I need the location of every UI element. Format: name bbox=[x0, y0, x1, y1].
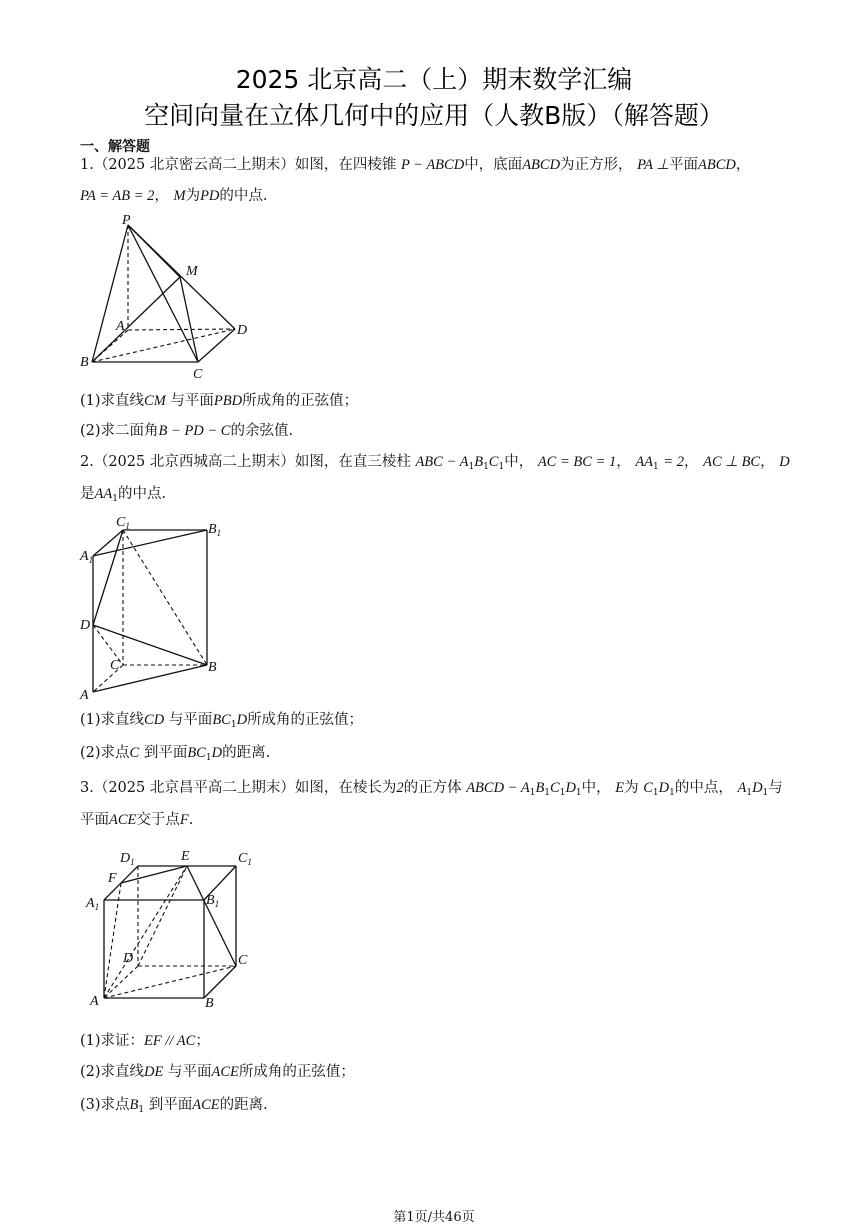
page-footer: 第1页/共46页 bbox=[393, 1210, 475, 1225]
label-B: B bbox=[208, 660, 217, 675]
problem1-question2: (2)求二面角B − PD − C的余弦值. bbox=[80, 423, 294, 439]
label-C: C bbox=[110, 658, 120, 673]
problem1-stem: 1.（2025 北京密云高二上期末）如图，在四棱锥 P − ABCD中，底面ABCD为正方形， PA ⊥平面ABCD， bbox=[80, 157, 751, 173]
label-D: D bbox=[80, 618, 91, 633]
problem3-stem: 3.（2025 北京昌平高二上期末）如图，在棱长为2的正方体 ABCD − $A_1B_1C_1D_1$中， E为 $C_1D_1$的中点， $A_1D_1$与 bbox=[80, 780, 783, 798]
label-B: B bbox=[205, 996, 214, 1011]
label-A: A bbox=[116, 319, 125, 334]
label-D: D bbox=[237, 323, 248, 338]
problem2-stem: 2.（2025 北京西城高二上期末）如图，在直三棱柱 ABC − $A_1B_1C_1$中， AC = BC = 1， $AA_1 = 2$， AC ⊥ BC， D bbox=[80, 454, 790, 472]
problem2-question2: (2)求点C 到平面$BC_1D$的距离. bbox=[80, 745, 271, 763]
label-B1: $B_1$ bbox=[208, 522, 222, 538]
problem1-question1: (1)求直线CM 与平面PBD所成角的正弦值； bbox=[80, 393, 359, 409]
document-title-line2: 空间向量在立体几何中的应用（人教B版）（解答题） bbox=[144, 101, 724, 130]
label-A: A bbox=[90, 994, 99, 1009]
problem3-question2: (2)求直线DE 与平面ACE所成角的正弦值； bbox=[80, 1064, 355, 1080]
problem3-question3: (3)求点$B_1$ 到平面ACE的距离. bbox=[80, 1097, 268, 1115]
label-A: A bbox=[80, 688, 89, 703]
problem3-question1: (1)求证：EF // AC； bbox=[80, 1033, 210, 1049]
section-heading: 一、解答题 bbox=[80, 139, 150, 155]
label-A1: $A_1$ bbox=[86, 896, 100, 912]
document-title-line1: 2025 北京高二（上）期末数学汇编 bbox=[235, 65, 633, 94]
label-C: C bbox=[238, 953, 248, 968]
label-C: C bbox=[193, 367, 203, 382]
label-M: M bbox=[186, 264, 198, 279]
label-P: P bbox=[122, 213, 131, 228]
label-D: D bbox=[123, 951, 134, 966]
label-C1: $C_1$ bbox=[116, 515, 130, 531]
label-A1: $A_1$ bbox=[80, 549, 94, 565]
problem2-question1: (1)求直线CD 与平面$BC_1D$所成角的正弦值； bbox=[80, 712, 364, 730]
problem3-stem-line2: 平面ACE交于点F. bbox=[80, 812, 194, 828]
label-D1: $D_1$ bbox=[120, 851, 135, 867]
problem1-stem-line2: PA = AB = 2， M为PD的中点. bbox=[80, 188, 268, 204]
label-E: E bbox=[181, 849, 190, 864]
label-F: F bbox=[108, 871, 117, 886]
label-B1: $B_1$ bbox=[206, 893, 220, 909]
label-B: B bbox=[80, 355, 89, 370]
problem2-stem-line2: 是$AA_1$的中点. bbox=[80, 486, 167, 504]
label-C1: $C_1$ bbox=[238, 851, 252, 867]
